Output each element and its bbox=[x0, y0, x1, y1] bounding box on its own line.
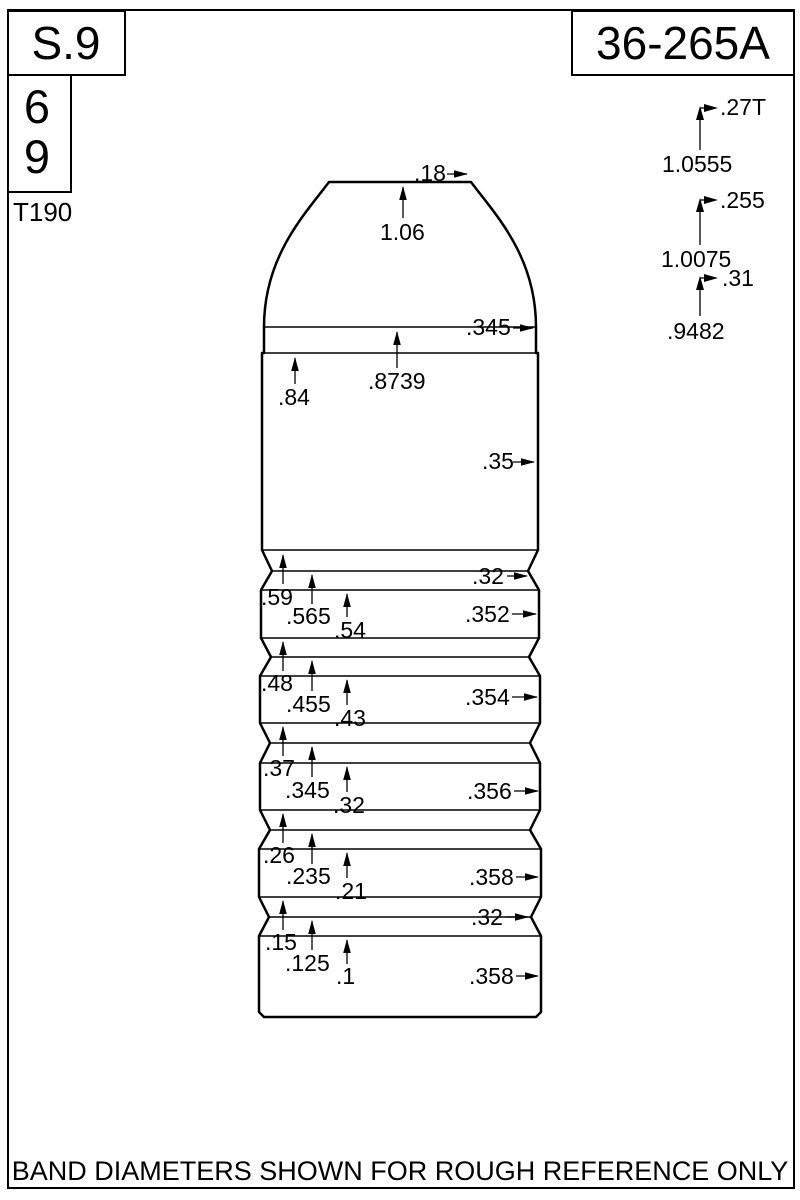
band1-dia-label: .352 bbox=[465, 601, 510, 627]
band-division-lines bbox=[259, 327, 541, 936]
height-label: .48 bbox=[261, 670, 293, 696]
cavity-number-top: 6 bbox=[23, 80, 51, 133]
base-groove-dia-label: .32 bbox=[471, 904, 503, 930]
right-arrowhead bbox=[704, 274, 718, 282]
mold-number-label: 36-265A bbox=[596, 17, 770, 69]
overall-length-dimensions bbox=[661, 94, 766, 344]
meplat-height-label: 1.06 bbox=[380, 219, 425, 245]
front-band-dia-label: .345 bbox=[466, 314, 511, 340]
height-label: .43 bbox=[334, 705, 366, 731]
height-label: .54 bbox=[334, 617, 366, 643]
height-label: .59 bbox=[261, 584, 293, 610]
height-label: .345 bbox=[285, 777, 330, 803]
height-label: .21 bbox=[335, 878, 367, 904]
height-label: .565 bbox=[286, 603, 331, 629]
footer-note: BAND DIAMETERS SHOWN FOR ROUGH REFERENCE ONLY bbox=[11, 1156, 789, 1186]
pitch-label: S.9 bbox=[31, 17, 101, 69]
height-label: .15 bbox=[265, 929, 297, 955]
band3-dia-label: .356 bbox=[467, 778, 512, 804]
front-band-height-label: .84 bbox=[278, 384, 310, 410]
ogive-height-label: .8739 bbox=[368, 368, 426, 394]
length-dim-label: 1.0075 bbox=[661, 246, 732, 272]
right-arrowhead bbox=[704, 196, 718, 204]
template-code-label: T190 bbox=[13, 197, 73, 227]
band2-dia-label: .354 bbox=[465, 684, 510, 710]
tip-dim-label: .27T bbox=[720, 94, 767, 120]
dim-label: .31 bbox=[722, 265, 754, 291]
meplat-dia-label: .18 bbox=[414, 160, 446, 186]
right-arrowhead bbox=[704, 104, 718, 112]
dim-label: .255 bbox=[720, 187, 765, 213]
length-dim-label: 1.0555 bbox=[662, 151, 733, 177]
bullet-profile-outline bbox=[259, 182, 541, 1017]
cavity-number-bottom: 9 bbox=[23, 130, 51, 183]
height-label: .26 bbox=[263, 842, 295, 868]
height-label: .1 bbox=[336, 963, 356, 989]
groove-dia-label: .32 bbox=[472, 563, 504, 589]
height-label: .455 bbox=[286, 691, 331, 717]
height-label: .125 bbox=[285, 950, 330, 976]
body-dia-label: .35 bbox=[482, 448, 514, 474]
length-dim-label: .9482 bbox=[667, 318, 725, 344]
band4-dia-label: .358 bbox=[469, 864, 514, 890]
sheet-border bbox=[8, 10, 794, 1188]
height-label: .37 bbox=[263, 755, 295, 781]
height-label: .32 bbox=[333, 792, 365, 818]
base-band-dia-label: .358 bbox=[469, 963, 514, 989]
height-label: .235 bbox=[286, 863, 331, 889]
